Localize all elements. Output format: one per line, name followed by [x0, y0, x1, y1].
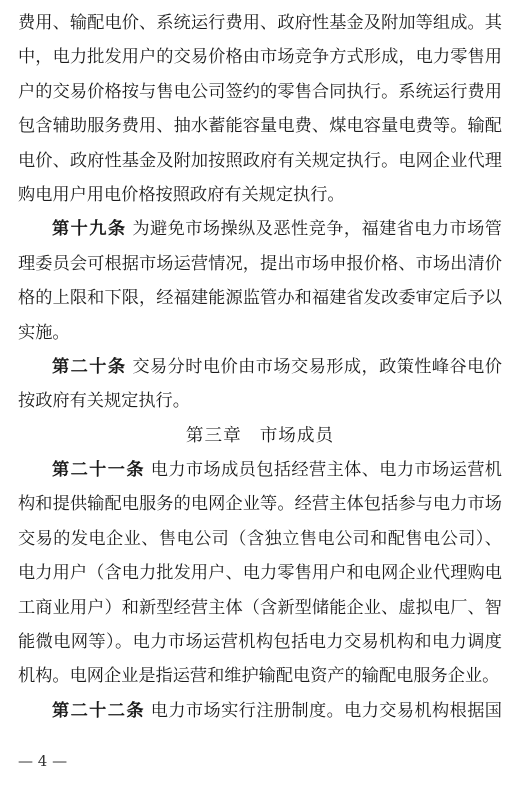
- article-21-text: 电力市场成员包括经营主体、电力市场运营机: [150, 460, 502, 481]
- text-line: 交易的发电企业、售电公司（含独立售电公司和配售电公司）、: [18, 528, 502, 549]
- article-19-number: 第十九条: [52, 219, 127, 240]
- text-line: 构和提供输配电服务的电网企业等。经营主体包括参与电力市场: [18, 494, 502, 515]
- page-number: — 4 —: [18, 752, 68, 770]
- article-20-first-line: [18, 350, 502, 384]
- chapter-heading: [18, 419, 502, 453]
- text-line: 实施。: [18, 322, 70, 343]
- article-22-number: 第二十二条: [52, 700, 145, 721]
- text-line: 格的上限和下限，经福建能源监管办和福建省发改委审定后予以: [18, 288, 502, 309]
- text-line: 费用、输配电价、系统运行费用、政府性基金及附加等组成。其: [18, 13, 502, 33]
- article-20-text: 交易分时电价由市场交易形成，政策性峰谷电价: [132, 356, 502, 377]
- article-21-number: 第二十一条: [52, 460, 145, 481]
- text-line: 按政府有关规定执行。: [18, 391, 190, 412]
- chapter-title: 市场成员: [259, 425, 335, 446]
- text-line: 理委员会可根据市场运营情况，提出市场申报价格、市场出清价: [18, 253, 502, 274]
- text-line: 包含辅助服务费用、抽水蓄能容量电费、煤电容量电费等。输配: [18, 116, 502, 137]
- text-line: 购电用户用电价格按照政府有关规定执行。: [18, 184, 345, 205]
- article-22-first-line: [18, 694, 502, 728]
- article-20-number: 第二十条: [52, 356, 127, 377]
- chapter-number: 第三章: [185, 425, 242, 446]
- document-page: [18, 6, 502, 728]
- article-21-first-line: [18, 453, 502, 487]
- article-19-first-line: [18, 212, 502, 246]
- text-line: 电力用户（含电力批发用户、电力零售用户和电网企业代理购电: [18, 563, 502, 584]
- text-line: 中，电力批发用户的交易价格由市场竞争方式形成，电力零售用: [18, 47, 502, 68]
- text-line: 电价、政府性基金及附加按照政府有关规定执行。电网企业代理: [18, 150, 502, 171]
- text-line: 能微电网等）。电力市场运营机构包括电力交易机构和电力调度: [18, 632, 502, 653]
- text-line: 户的交易价格按与售电公司签约的零售合同执行。系统运行费用: [18, 81, 502, 102]
- text-line: 工商业用户）和新型经营主体（含新型储能企业、虚拟电厂、智: [18, 597, 502, 618]
- text-line: 机构。电网企业是指运营和维护输配电资产的输配电服务企业。: [18, 666, 500, 687]
- article-19-text: 为避免市场操纵及恶性竞争，福建省电力市场管: [132, 219, 502, 240]
- article-22-text: 电力市场实行注册制度。电力交易机构根据国: [150, 700, 502, 721]
